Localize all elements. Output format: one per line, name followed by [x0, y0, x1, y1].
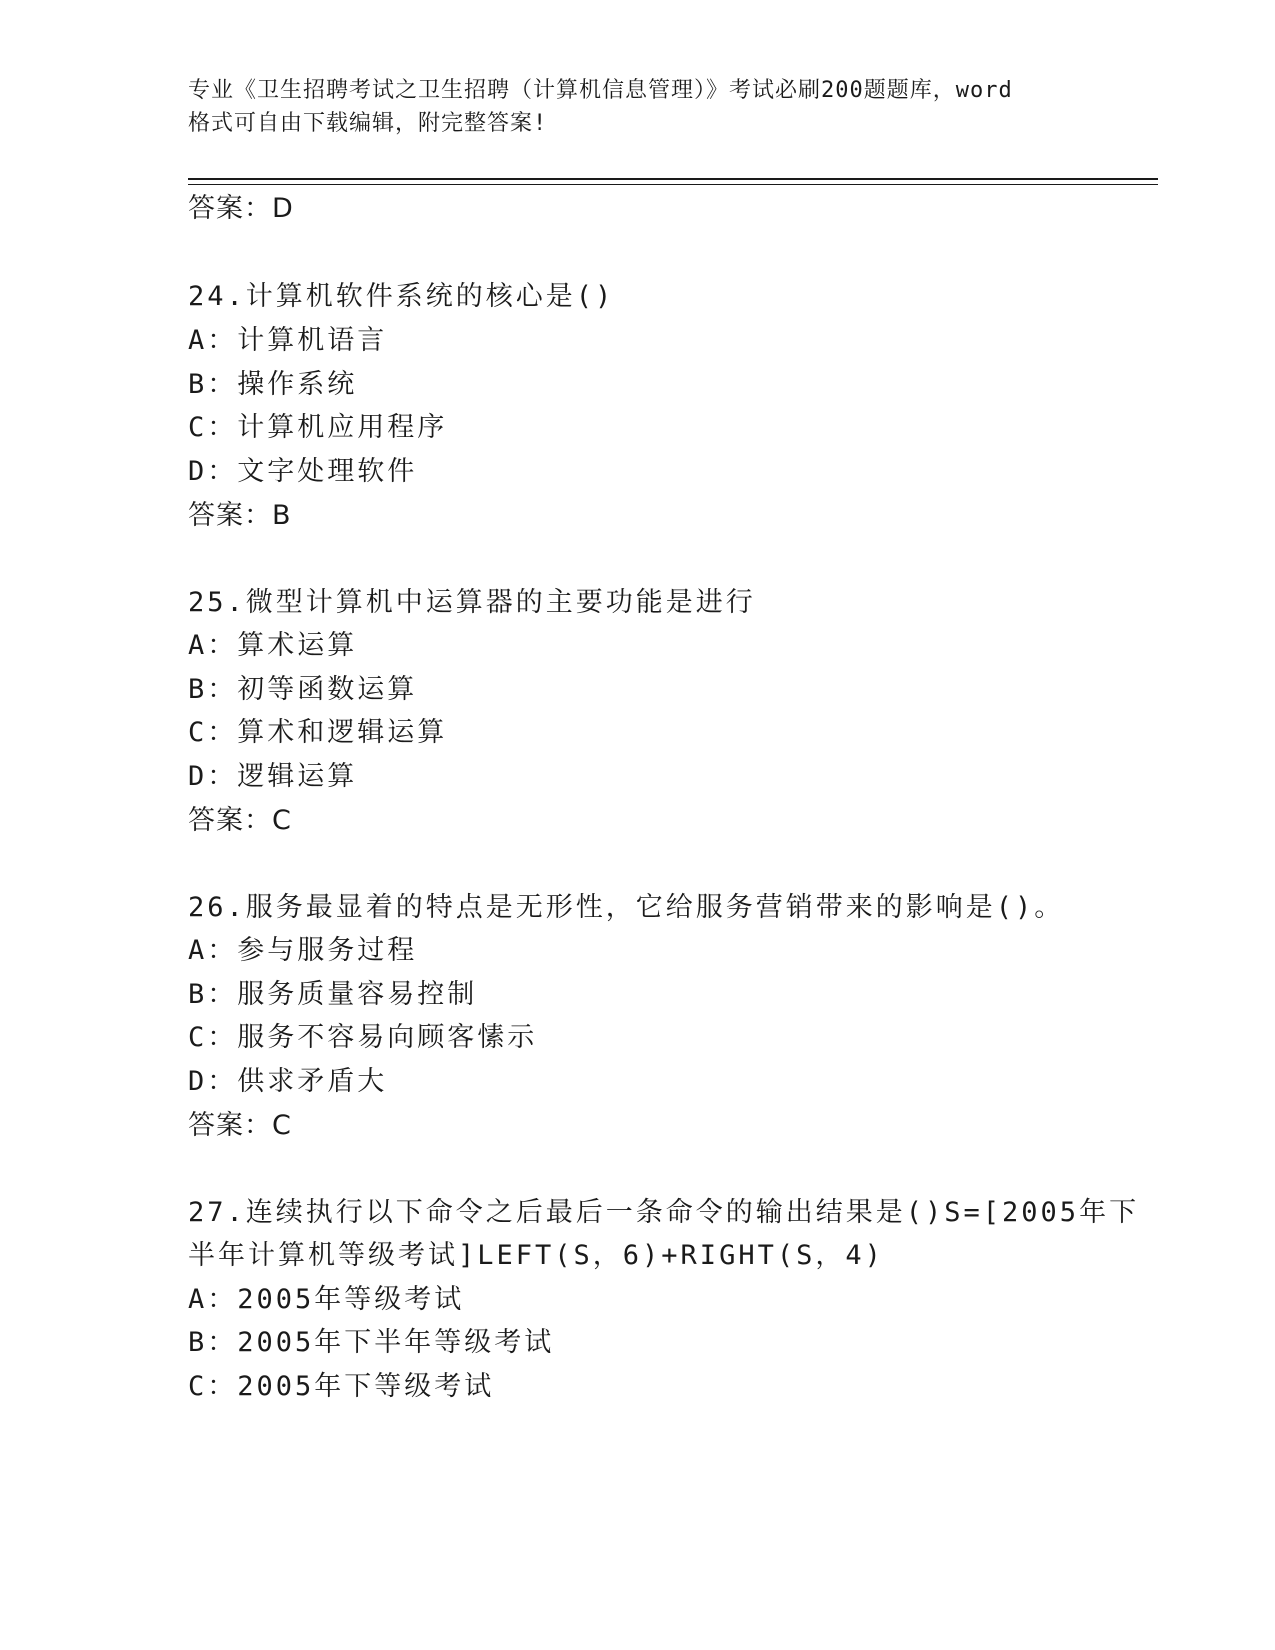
question-24-option-c: C：计算机应用程序 — [188, 412, 448, 443]
header-rule-thin — [188, 184, 1158, 185]
question-26-option-a: A：参与服务过程 — [188, 935, 418, 966]
question-27-option-b: B：2005年下半年等级考试 — [188, 1327, 555, 1358]
header-line-2: 格式可自由下载编辑，附完整答案! — [188, 111, 548, 136]
question-25-stem: 25.微型计算机中运算器的主要功能是进行 — [188, 587, 756, 618]
question-24-stem: 24.计算机软件系统的核心是() — [188, 281, 615, 312]
question-26-option-d: D：供求矛盾大 — [188, 1066, 388, 1097]
question-24-answer: 答案：B — [188, 500, 292, 531]
question-25-option-c: C：算术和逻辑运算 — [188, 717, 448, 748]
question-27-option-c: C：2005年下等级考试 — [188, 1371, 495, 1402]
question-27-option-a: A：2005年等级考试 — [188, 1284, 465, 1315]
previous-answer: 答案：D — [188, 193, 294, 224]
document-header — [188, 74, 1088, 140]
question-25-option-a: A：算术运算 — [188, 630, 358, 661]
question-27-stem-line-1: 27.连续执行以下命令之后最后一条命令的输出结果是()S=[2005年下 — [188, 1197, 1140, 1228]
question-25-option-d: D：逻辑运算 — [188, 761, 358, 792]
question-24-option-b: B：操作系统 — [188, 369, 358, 400]
question-26-option-b: B：服务质量容易控制 — [188, 979, 478, 1010]
question-26-answer: 答案：C — [188, 1110, 292, 1141]
question-26-option-c: C：服务不容易向顾客愫示 — [188, 1022, 538, 1053]
header-rule-thick — [188, 178, 1158, 180]
header-line-1: 专业《卫生招聘考试之卫生招聘（计算机信息管理）》考试必刷200题题库，word — [188, 78, 1013, 103]
question-27-stem-line-2: 半年计算机等级考试]LEFT(S，6)+RIGHT(S，4) — [188, 1240, 884, 1271]
question-24-option-d: D：文字处理软件 — [188, 456, 418, 487]
question-25-option-b: B：初等函数运算 — [188, 674, 418, 705]
question-26-stem: 26.服务最显着的特点是无形性，它给服务营销带来的影响是()。 — [188, 892, 1065, 923]
question-24-option-a: A：计算机语言 — [188, 325, 388, 356]
question-25-answer: 答案：C — [188, 805, 292, 836]
